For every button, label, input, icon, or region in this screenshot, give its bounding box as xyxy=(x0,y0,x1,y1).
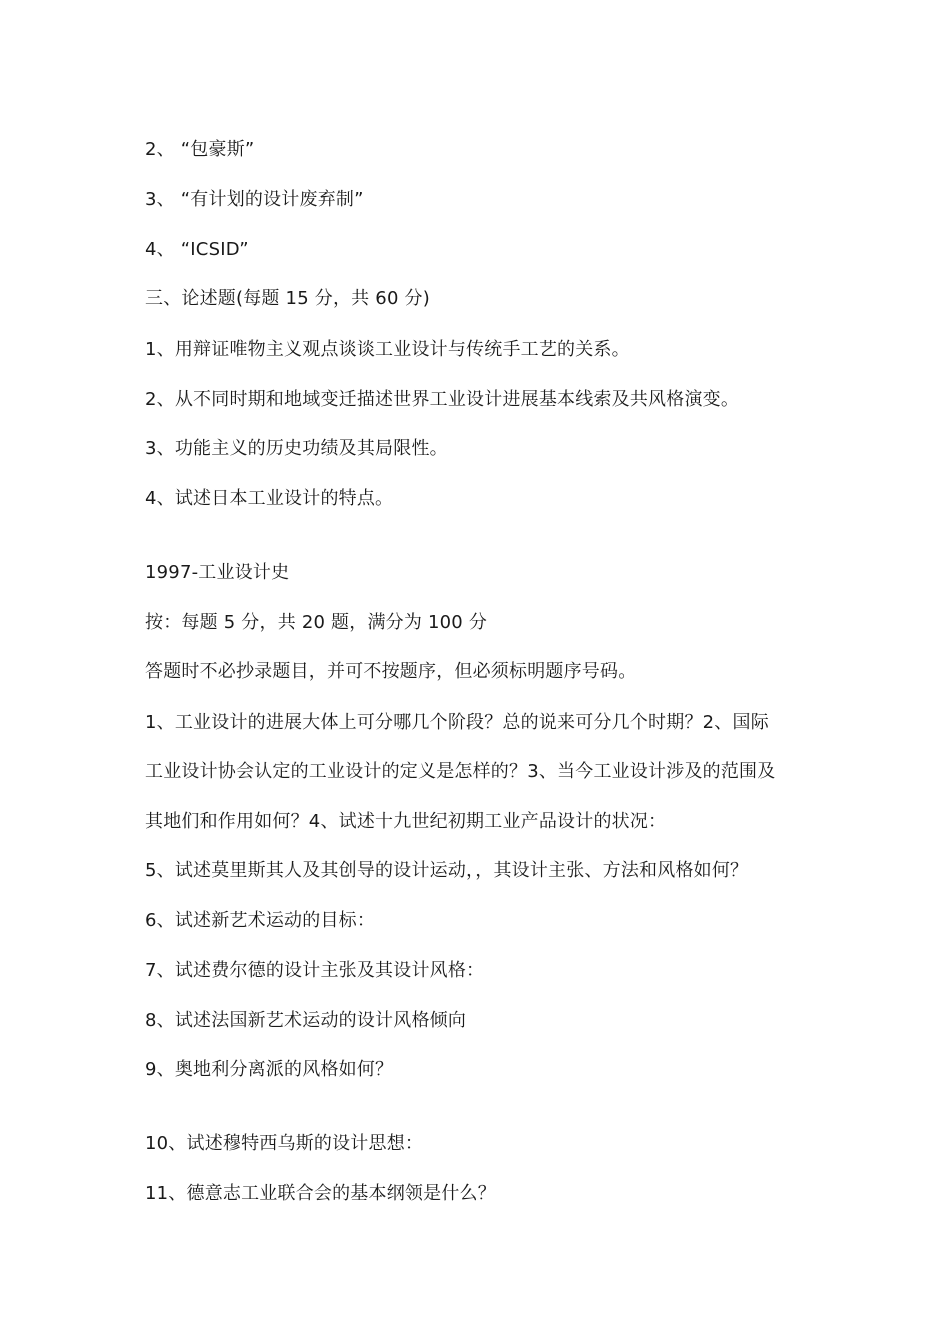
answer-instruction: 答题时不必抄录题目，并可不按题序，但必须标明题序号码。 xyxy=(145,661,637,682)
text-line-term-planned-obsolescence: 3、 “有计划的设计废弃制” xyxy=(145,189,364,210)
essay-question-1: 1、用辩证唯物主义观点谈谈工业设计与传统手工艺的关系。 xyxy=(145,339,630,360)
question-paragraph-line-2: 工业设计协会认定的工业设计的定义是怎样的？3、当今工业设计涉及的范围及 xyxy=(145,761,776,782)
question-10: 10、试述穆特西乌斯的设计思想： xyxy=(145,1133,424,1154)
question-paragraph-line-3: 其地们和作用如何？4、试述十九世纪初期工业产品设计的状况： xyxy=(145,811,667,832)
section-heading-essay: 三、论述题(每题 15 分，共 60 分) xyxy=(145,288,430,309)
text-line-term-icsid: 4、 “ICSID” xyxy=(145,239,249,260)
question-paragraph-line-1: 1、工业设计的进展大体上可分哪几个阶段？总的说来可分几个时期？2、国际 xyxy=(145,712,769,733)
text-line-term-bauhaus: 2、 “包豪斯” xyxy=(145,139,255,160)
question-6: 6、试述新艺术运动的目标： xyxy=(145,910,376,931)
essay-question-2: 2、从不同时期和地域变迁描述世界工业设计进展基本线索及共风格演变。 xyxy=(145,389,740,410)
essay-question-4: 4、试述日本工业设计的特点。 xyxy=(145,488,394,509)
question-8: 8、试述法国新艺术运动的设计风格倾向 xyxy=(145,1010,467,1031)
question-7: 7、试述费尔德的设计主张及其设计风格： xyxy=(145,960,485,981)
question-11: 11、德意志工业联合会的基本纲领是什么？ xyxy=(145,1183,496,1204)
question-5: 5、试述莫里斯其人及其创导的设计运动，，其设计主张、方法和风格如何？ xyxy=(145,860,749,881)
question-9: 9、奥地利分离派的风格如何？ xyxy=(145,1059,394,1080)
exam-title-1997: 1997-工业设计史 xyxy=(145,562,290,583)
essay-question-3: 3、功能主义的历史功绩及其局限性。 xyxy=(145,438,448,459)
scoring-note: 按：每题 5 分，共 20 题，满分为 100 分 xyxy=(145,612,488,633)
